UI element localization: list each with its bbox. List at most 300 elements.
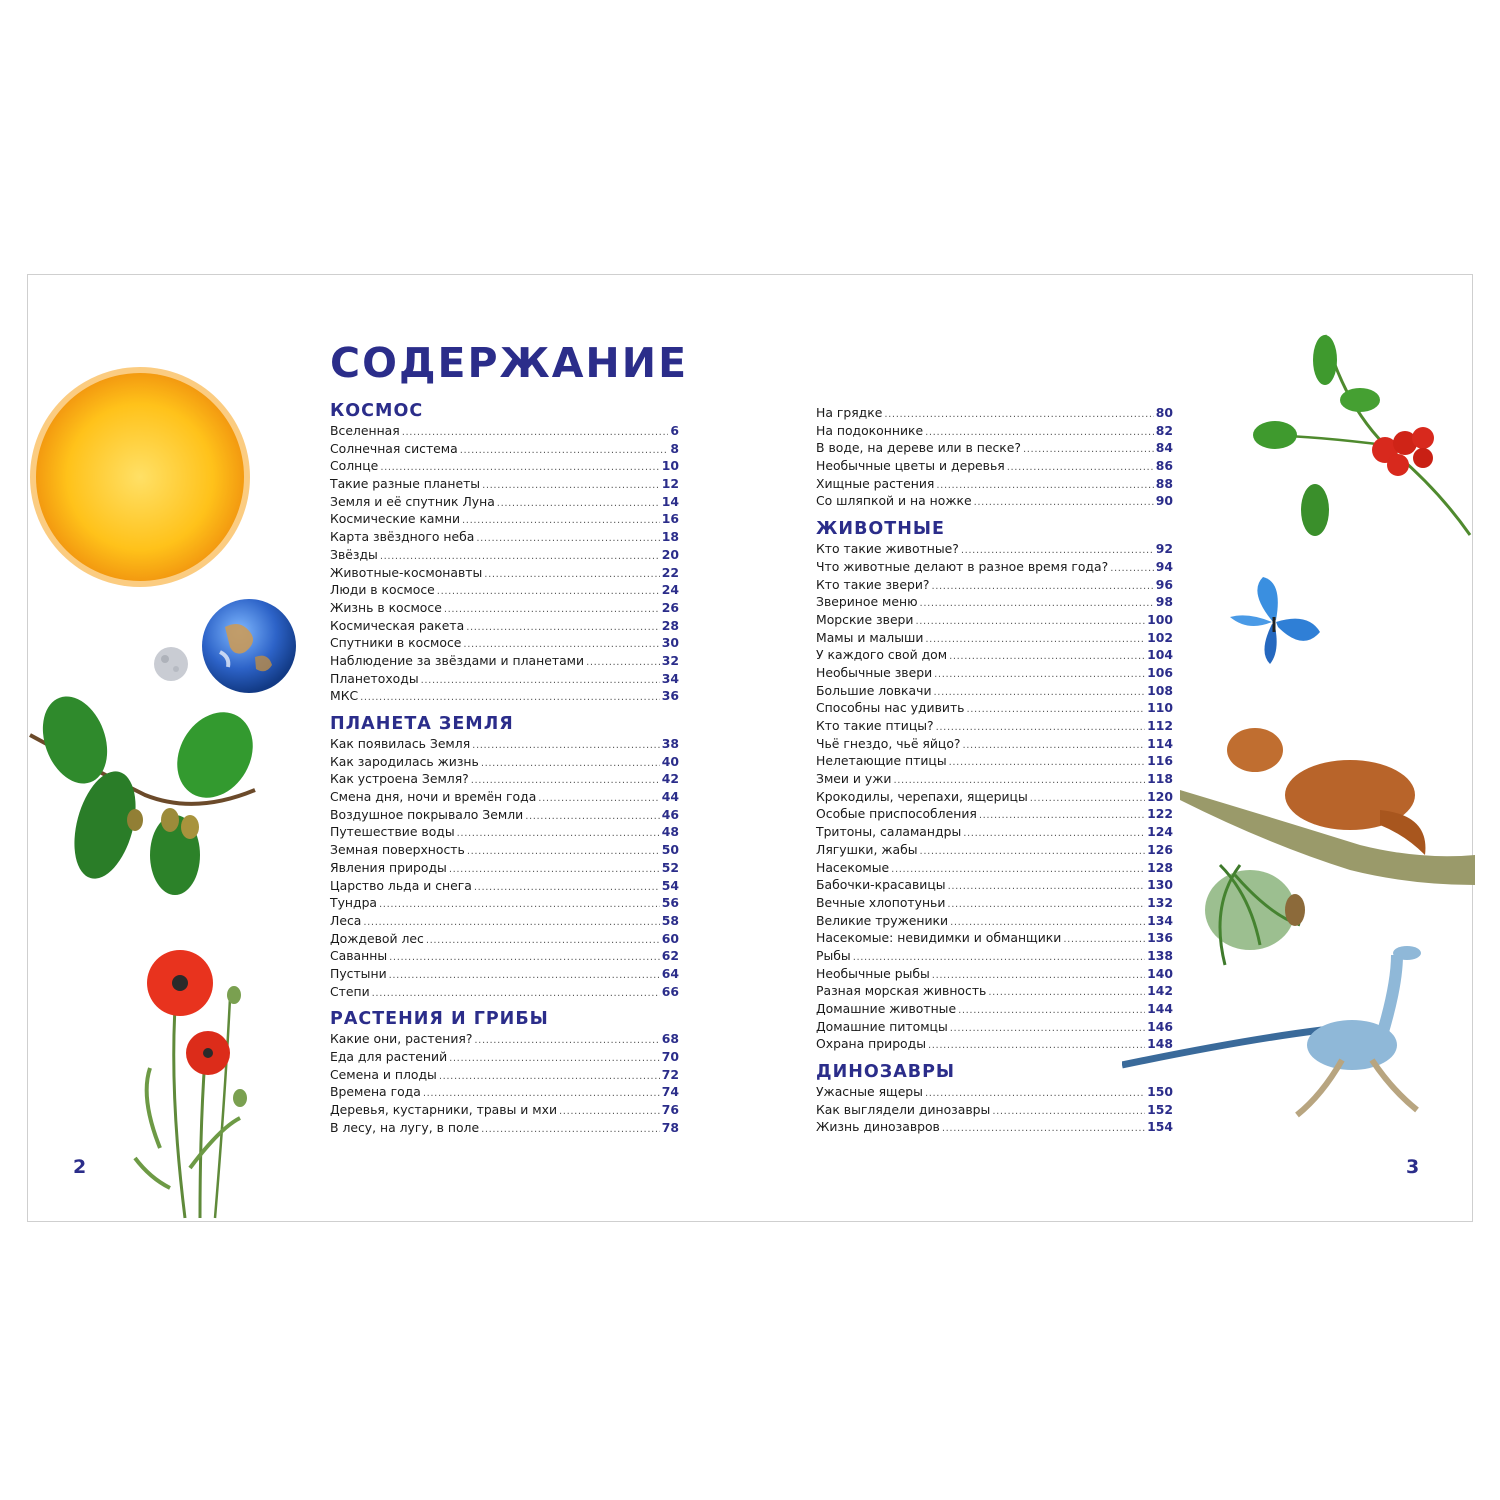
- toc-entry-title: Необычные рыбы: [816, 965, 930, 981]
- dot-leader: [421, 672, 660, 690]
- toc-entry[interactable]: [330, 652, 679, 670]
- toc-entry[interactable]: [330, 510, 679, 528]
- toc-entry-page: 12: [661, 476, 679, 492]
- toc-entry[interactable]: [816, 699, 1173, 717]
- toc-entry[interactable]: [816, 752, 1173, 770]
- toc-entry-title: Солнце: [330, 458, 379, 474]
- toc-entry-page: 92: [1155, 541, 1173, 557]
- toc-entry-page: 58: [661, 912, 679, 928]
- toc-entry-title: Звериное меню: [816, 594, 918, 610]
- toc-entry-title: Степи: [330, 983, 370, 999]
- toc-entry[interactable]: [330, 1048, 679, 1066]
- dot-leader: [559, 1103, 660, 1121]
- toc-entry-title: Космическая ракета: [330, 617, 465, 633]
- toc-entry-title: Люди в космосе: [330, 582, 435, 598]
- toc-entry-title: Вечные хлопотуньи: [816, 894, 946, 910]
- dot-leader: [949, 648, 1145, 666]
- toc-entry[interactable]: [816, 664, 1173, 682]
- toc-list: [816, 404, 1173, 510]
- toc-entry-page: 68: [661, 1031, 679, 1047]
- toc-entry[interactable]: [330, 930, 679, 948]
- dot-leader: [958, 1002, 1145, 1020]
- dot-leader: [979, 807, 1145, 825]
- toc-entry-title: Саванны: [330, 948, 388, 964]
- toc-entry-page: 124: [1147, 824, 1173, 840]
- toc-entry-title: Солнечная система: [330, 440, 458, 456]
- dot-leader: [389, 967, 660, 985]
- toc-entry-page: 152: [1147, 1101, 1173, 1117]
- toc-entry[interactable]: [816, 558, 1173, 576]
- dot-leader: [437, 583, 660, 601]
- toc-section: [330, 713, 679, 1000]
- toc-entry-title: Насекомые: [816, 859, 890, 875]
- toc-entry[interactable]: [330, 841, 679, 859]
- dot-leader: [426, 932, 660, 950]
- toc-entry-title: На грядке: [816, 405, 883, 420]
- dot-leader: [1007, 459, 1154, 477]
- toc-entry-page: 140: [1147, 965, 1173, 981]
- toc-entry[interactable]: [816, 982, 1173, 1000]
- toc-entry-page: 112: [1147, 718, 1173, 733]
- dot-leader: [482, 477, 660, 495]
- dot-leader: [949, 754, 1146, 772]
- dot-leader: [439, 1068, 660, 1086]
- toc-entry[interactable]: [330, 912, 679, 930]
- toc-entry-page: 106: [1147, 664, 1173, 680]
- toc-entry[interactable]: [330, 564, 679, 582]
- dot-leader: [934, 666, 1145, 684]
- toc-entry[interactable]: [330, 599, 679, 617]
- section-heading: ЖИВОТНЫЕ: [816, 519, 945, 540]
- toc-entry-page: 84: [1155, 440, 1173, 456]
- toc-entry-title: Что животные делают в разное время года?: [816, 558, 1109, 574]
- butterfly-illustration: [1228, 572, 1323, 667]
- section-heading: РАСТЕНИЯ И ГРИБЫ: [330, 1009, 549, 1030]
- dot-leader: [497, 495, 660, 513]
- toc-entry[interactable]: [816, 735, 1173, 753]
- toc-entry-page: 46: [661, 806, 679, 822]
- toc-entry-title: У каждого свой дом: [816, 647, 948, 663]
- dot-leader: [988, 984, 1145, 1002]
- toc-entry-title: Рыбы: [816, 947, 851, 963]
- toc-entry-title: Великие труженики: [816, 912, 949, 928]
- toc-entry[interactable]: [816, 682, 1173, 700]
- toc-entry-title: Царство льда и снега: [330, 877, 472, 893]
- toc-entry-page: 102: [1147, 629, 1173, 645]
- toc-entry[interactable]: [816, 404, 1173, 422]
- toc-entry-title: Планетоходы: [330, 670, 419, 686]
- toc-entry-title: В лесу, на лугу, в поле: [330, 1119, 480, 1135]
- dot-leader: [462, 512, 660, 530]
- toc-entry-title: Животные-космонавты: [330, 564, 483, 580]
- toc-entry-page: 26: [661, 599, 679, 615]
- toc-entry-title: Такие разные планеты: [330, 476, 481, 492]
- dot-leader: [931, 578, 1153, 596]
- dot-leader: [449, 861, 660, 879]
- toc-entry-page: 96: [1155, 576, 1173, 592]
- toc-entry-page: 90: [1155, 493, 1173, 509]
- dot-leader: [466, 619, 660, 637]
- toc-entry-title: Домашние животные: [816, 1001, 957, 1016]
- section-heading: ДИНОЗАВРЫ: [816, 1062, 956, 1083]
- toc-entry-title: Явления природы: [330, 859, 447, 875]
- toc-entry[interactable]: [816, 947, 1173, 965]
- dot-leader: [950, 1020, 1145, 1038]
- dot-leader: [586, 654, 660, 672]
- toc-entry[interactable]: [330, 457, 679, 475]
- toc-entry-title: Как выглядели динозавры: [816, 1101, 991, 1117]
- toc-entry[interactable]: [816, 1083, 1173, 1101]
- dot-leader: [974, 494, 1154, 512]
- dot-leader: [934, 684, 1146, 702]
- dot-leader: [389, 949, 660, 967]
- toc-entry[interactable]: [816, 859, 1173, 877]
- toc-entry[interactable]: [330, 670, 679, 688]
- toc-entry-title: Особые приспособления: [816, 806, 977, 822]
- dot-leader: [963, 737, 1146, 755]
- toc-entry[interactable]: [330, 877, 679, 895]
- toc-entry[interactable]: [816, 1018, 1173, 1036]
- toc-entry[interactable]: [330, 965, 679, 983]
- toc-entry[interactable]: [330, 475, 679, 493]
- dot-leader: [476, 530, 659, 548]
- dot-leader: [372, 985, 660, 1003]
- toc-entry[interactable]: [816, 457, 1173, 475]
- toc-section: [816, 1061, 1173, 1136]
- toc-entry[interactable]: [330, 617, 679, 635]
- toc-entry-title: Пустыни: [330, 965, 387, 981]
- toc-entry-page: 82: [1155, 422, 1173, 438]
- toc-entry[interactable]: [330, 735, 679, 753]
- toc-entry-page: 50: [661, 842, 679, 858]
- toc-entry[interactable]: [816, 1035, 1173, 1053]
- toc-entry-page: 98: [1155, 594, 1173, 610]
- poppy-illustration: [130, 948, 260, 1223]
- toc-entry[interactable]: [816, 876, 1173, 894]
- toc-entry-title: Вселенная: [330, 423, 400, 438]
- toc-entry-title: Земля и её спутник Луна: [330, 493, 495, 509]
- toc-entry-title: Воздушное покрывало Земли: [330, 806, 524, 822]
- toc-entry-page: 28: [661, 617, 679, 633]
- toc-entry-page: 60: [661, 930, 679, 946]
- toc-entry-page: 18: [661, 529, 679, 545]
- dot-leader: [884, 406, 1153, 424]
- section-heading: ПЛАНЕТА ЗЕМЛЯ: [330, 714, 514, 734]
- toc-entry-page: 120: [1147, 788, 1173, 804]
- toc-entry[interactable]: [816, 492, 1173, 510]
- toc-entry-page: 78: [661, 1119, 679, 1135]
- toc-entry-page: 54: [661, 877, 679, 893]
- toc-entry[interactable]: [330, 753, 679, 771]
- toc-entry-title: Тундра: [330, 895, 378, 911]
- toc-entry[interactable]: [816, 717, 1173, 735]
- toc-entry[interactable]: [330, 894, 679, 912]
- toc-entry-title: Тритоны, саламандры: [816, 824, 962, 840]
- toc-entry-page: 56: [661, 895, 679, 911]
- toc-entry-page: 74: [661, 1084, 679, 1100]
- dot-leader: [942, 1120, 1145, 1138]
- toc-entry-title: Морские звери: [816, 611, 914, 627]
- toc-entry-page: 116: [1147, 753, 1173, 769]
- dot-leader: [947, 896, 1145, 914]
- toc-entry[interactable]: [816, 540, 1173, 558]
- toc-entry-title: Чьё гнездо, чьё яйцо?: [816, 735, 961, 751]
- dot-leader: [920, 595, 1154, 613]
- toc-entry-page: 138: [1147, 947, 1173, 963]
- toc-entry-page: 128: [1147, 859, 1173, 875]
- toc-entry-title: Спутники в космосе: [330, 635, 462, 651]
- toc-entry[interactable]: [816, 629, 1173, 647]
- toc-entry-page: 86: [1155, 458, 1173, 474]
- toc-entry-title: Способны нас удивить: [816, 700, 965, 716]
- toc-entry[interactable]: [330, 422, 679, 440]
- toc-entry-title: Как устроена Земля?: [330, 771, 469, 787]
- toc-entry-page: 44: [661, 789, 679, 805]
- dot-leader: [360, 689, 660, 707]
- toc-entry-page: 88: [1155, 475, 1173, 491]
- toc-entry-page: 100: [1147, 611, 1173, 627]
- toc-entry[interactable]: [330, 581, 679, 599]
- toc-entry-title: Кто такие птицы?: [816, 718, 934, 733]
- toc-entry-title: Деревья, кустарники, травы и мхи: [330, 1102, 558, 1118]
- toc-list: [330, 735, 679, 1000]
- toc-entry[interactable]: [816, 805, 1173, 823]
- toc-entry[interactable]: [330, 788, 679, 806]
- toc-entry-page: 10: [661, 458, 679, 474]
- toc-entry-title: Дождевой лес: [330, 930, 424, 946]
- toc-entry-page: 146: [1147, 1018, 1173, 1034]
- dot-leader: [467, 843, 660, 861]
- toc-entry-page: 16: [661, 511, 679, 527]
- toc-entry[interactable]: [816, 823, 1173, 841]
- toc-entry-title: Карта звёздного неба: [330, 529, 475, 545]
- toc-entry[interactable]: [816, 912, 1173, 930]
- toc-entry-title: Наблюдение за звёздами и планетами: [330, 652, 585, 668]
- toc-entry-title: Кто такие животные?: [816, 541, 959, 557]
- toc-entry[interactable]: [816, 576, 1173, 594]
- toc-entry[interactable]: [816, 475, 1173, 493]
- toc-entry[interactable]: [330, 1101, 679, 1119]
- dot-leader: [992, 1103, 1145, 1121]
- toc-entry[interactable]: [816, 788, 1173, 806]
- toc-entry-title: Еда для растений: [330, 1049, 448, 1064]
- toc-entry[interactable]: [816, 841, 1173, 859]
- toc-entry-title: Какие они, растения?: [330, 1031, 473, 1047]
- toc-entry[interactable]: [816, 770, 1173, 788]
- toc-entry[interactable]: [816, 929, 1173, 947]
- toc-entry-title: Необычные звери: [816, 664, 933, 680]
- toc-entry-title: Семена и плоды: [330, 1066, 437, 1082]
- toc-entry-title: В воде, на дереве или в песке?: [816, 440, 1021, 456]
- dot-leader: [525, 808, 660, 826]
- toc-entry-title: Леса: [330, 912, 362, 928]
- toc-entry-page: 38: [661, 736, 679, 751]
- toc-entry-page: 40: [661, 753, 679, 769]
- toc-entry[interactable]: [330, 806, 679, 824]
- toc-entry-page: 94: [1155, 558, 1173, 574]
- dot-leader: [379, 896, 660, 914]
- toc-entry[interactable]: [330, 546, 679, 564]
- toc-entry-page: 132: [1147, 894, 1173, 910]
- earth-illustration: [200, 597, 298, 695]
- toc-entry[interactable]: [330, 1119, 679, 1137]
- toc-entry[interactable]: [816, 1118, 1173, 1136]
- dot-leader: [481, 1121, 660, 1139]
- toc-entry-title: Бабочки-красавицы: [816, 877, 946, 893]
- toc-entry[interactable]: [816, 593, 1173, 611]
- toc-entry-page: 136: [1147, 930, 1173, 946]
- toc-list: [330, 422, 679, 705]
- toc-entry-title: Земная поверхность: [330, 842, 465, 858]
- toc-entry-page: 108: [1147, 682, 1173, 698]
- toc-entry[interactable]: [816, 439, 1173, 457]
- toc-entry-title: Ужасные ящеры: [816, 1084, 923, 1100]
- page-number-right: 3: [1406, 1156, 1420, 1178]
- toc-entry[interactable]: [330, 947, 679, 965]
- toc-entry[interactable]: [330, 687, 679, 705]
- dot-leader: [925, 631, 1145, 649]
- toc-entry-page: 118: [1147, 771, 1173, 787]
- toc-entry-title: Как появилась Земля: [330, 736, 471, 751]
- toc-entry-page: 48: [661, 824, 679, 840]
- toc-entry-title: Разная морская живность: [816, 983, 987, 999]
- dot-leader: [1063, 931, 1145, 949]
- dot-leader: [963, 825, 1145, 843]
- toc-entry[interactable]: [330, 770, 679, 788]
- toc-entry-title: Кто такие звери?: [816, 576, 930, 592]
- toc-entry[interactable]: [330, 528, 679, 546]
- toc-entry-title: Времена года: [330, 1084, 421, 1100]
- toc-entry-page: 42: [661, 771, 679, 787]
- toc-entry-title: Путешествие воды: [330, 824, 455, 840]
- toc-entry-page: 30: [661, 635, 679, 651]
- toc-entry[interactable]: [330, 983, 679, 1001]
- toc-entry-title: Крокодилы, черепахи, ящерицы: [816, 788, 1028, 804]
- dot-leader: [474, 879, 660, 897]
- toc-entry-page: 34: [661, 670, 679, 686]
- toc-entry-page: 148: [1147, 1036, 1173, 1052]
- toc-entry-page: 22: [661, 564, 679, 580]
- toc-right-column: [816, 404, 1173, 1144]
- dot-leader: [538, 790, 659, 808]
- toc-entry-title: Смена дня, ночи и времён года: [330, 789, 537, 805]
- sun-illustration: [28, 365, 253, 590]
- toc-section: [330, 400, 679, 705]
- toc-entry[interactable]: [816, 422, 1173, 440]
- dot-leader: [948, 878, 1146, 896]
- toc-entry-page: 142: [1147, 983, 1173, 999]
- toc-entry-title: Мамы и малыши: [816, 629, 924, 645]
- toc-entry-title: Хищные растения: [816, 475, 935, 491]
- toc-entry[interactable]: [330, 823, 679, 841]
- toc-entry-page: 114: [1147, 735, 1173, 751]
- toc-entry-page: 6: [670, 423, 679, 438]
- dot-leader: [1030, 790, 1145, 808]
- toc-entry-page: 24: [661, 582, 679, 598]
- section-heading: КОСМОС: [330, 401, 424, 421]
- dot-leader: [481, 755, 660, 773]
- toc-left-column: [330, 400, 679, 1144]
- toc-entry-page: 150: [1147, 1084, 1173, 1100]
- toc-entry[interactable]: [330, 440, 679, 458]
- toc-entry-title: На подоконнике: [816, 422, 924, 438]
- toc-entry-page: 144: [1147, 1001, 1173, 1016]
- oak-branch-illustration: [25, 695, 265, 900]
- toc-entry[interactable]: [330, 859, 679, 877]
- toc-entry-page: 14: [661, 493, 679, 509]
- dot-leader: [460, 442, 669, 460]
- toc-entry-page: 122: [1147, 806, 1173, 822]
- dot-leader: [936, 719, 1146, 737]
- toc-entry-page: 36: [661, 688, 679, 704]
- dot-leader: [457, 825, 660, 843]
- dot-leader: [928, 1037, 1145, 1055]
- dot-leader: [444, 601, 660, 619]
- toc-entry-page: 52: [661, 859, 679, 875]
- toc-entry-page: 80: [1155, 405, 1173, 420]
- marten-on-branch-illustration: [1180, 725, 1475, 975]
- toc-entry[interactable]: [816, 894, 1173, 912]
- toc-entry-title: Насекомые: невидимки и обманщики: [816, 930, 1062, 946]
- dot-leader: [1110, 560, 1154, 578]
- toc-entry-page: 130: [1147, 877, 1173, 893]
- tomato-plant-illustration: [1245, 325, 1475, 555]
- dot-leader: [449, 1050, 660, 1068]
- dot-leader: [915, 613, 1145, 631]
- toc-entry-page: 8: [670, 440, 679, 456]
- toc-entry-page: 72: [661, 1066, 679, 1082]
- dot-leader: [920, 843, 1146, 861]
- dot-leader: [474, 1032, 659, 1050]
- page-number-left: 2: [73, 1156, 87, 1178]
- toc-entry-page: 62: [661, 948, 679, 964]
- toc-entry-page: 66: [661, 983, 679, 999]
- toc-entry[interactable]: [816, 646, 1173, 664]
- toc-entry-title: Змеи и ужи: [816, 771, 892, 787]
- toc-entry-title: Домашние питомцы: [816, 1018, 948, 1034]
- toc-section: [330, 1008, 679, 1136]
- toc-entry-title: Со шляпкой и на ножке: [816, 493, 972, 509]
- toc-entry[interactable]: [816, 611, 1173, 629]
- dot-leader: [484, 566, 659, 584]
- toc-entry-page: 110: [1147, 700, 1173, 716]
- toc-entry-page: 20: [661, 546, 679, 562]
- toc-entry-title: Нелетающие птицы: [816, 753, 947, 769]
- toc-entry-title: Большие ловкачи: [816, 682, 932, 698]
- toc-entry[interactable]: [816, 1000, 1173, 1018]
- toc-entry[interactable]: [816, 965, 1173, 983]
- toc-entry-page: 126: [1147, 841, 1173, 857]
- toc-entry[interactable]: [330, 1083, 679, 1101]
- toc-entry-title: Жизнь в космосе: [330, 599, 442, 615]
- toc-entry[interactable]: [330, 634, 679, 652]
- toc-entry[interactable]: [330, 1030, 679, 1048]
- toc-list: [330, 1030, 679, 1136]
- toc-section-continuation: [816, 404, 1173, 510]
- toc-entry[interactable]: [330, 1066, 679, 1084]
- toc-entry[interactable]: [330, 493, 679, 511]
- toc-entry-title: Охрана природы: [816, 1036, 926, 1052]
- toc-entry-page: 104: [1147, 647, 1173, 663]
- toc-entry-page: 154: [1147, 1119, 1173, 1135]
- toc-entry-title: Как зародилась жизнь: [330, 753, 479, 769]
- dot-leader: [1023, 441, 1154, 459]
- toc-entry-title: Звёзды: [330, 546, 378, 562]
- toc-entry-page: 32: [661, 652, 679, 668]
- moon-illustration: [152, 645, 190, 683]
- toc-entry[interactable]: [816, 1101, 1173, 1119]
- page-title: СОДЕРЖАНИЕ: [330, 339, 689, 387]
